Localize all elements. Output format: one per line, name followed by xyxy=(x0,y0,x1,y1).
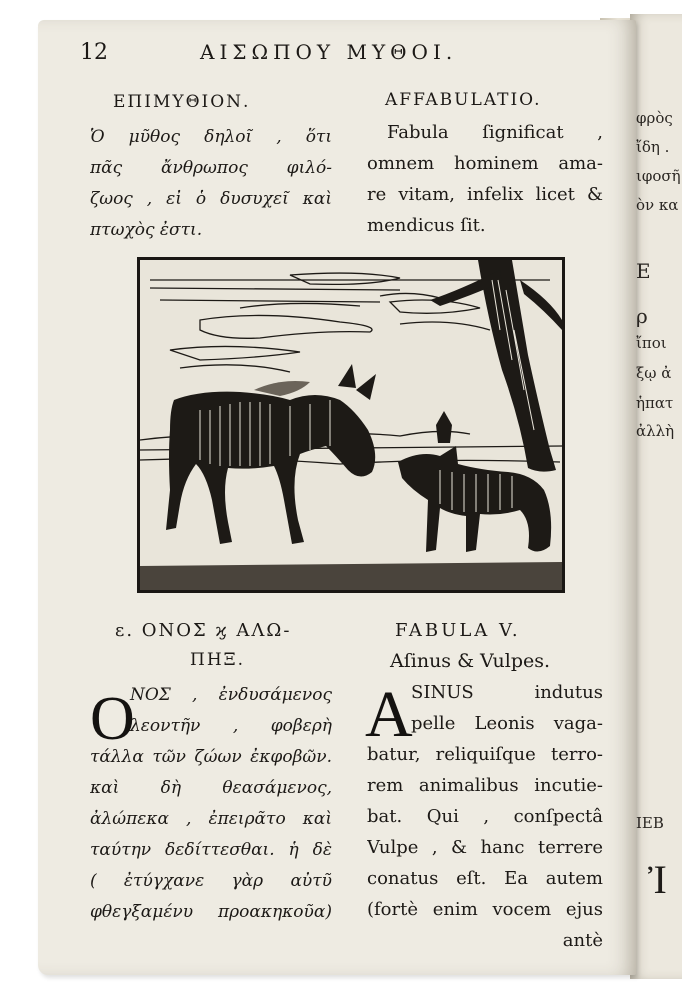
moral-greek-heading: ΕΠΙΜΥΘΙΟΝ. xyxy=(113,92,251,112)
text-line: ἀλώπεκα , ἐπειρᾶτο καὶ xyxy=(90,809,332,829)
woodcut-illustration xyxy=(137,257,565,593)
edge-text: ξῳ ἀ xyxy=(636,364,672,382)
text-line: omnem hominem ama- xyxy=(367,153,603,174)
woodcut-donkey-and-fox-icon xyxy=(140,260,562,590)
text-line: λεοντῆν , φοβερὴ xyxy=(130,716,332,736)
text-line: Vulpe , & hanc terrere xyxy=(367,837,603,858)
text-line: bat. Qui , conſpectâ xyxy=(367,806,603,827)
edge-text: ἀλλὴ xyxy=(636,422,675,440)
edge-text: φρὸς xyxy=(636,109,673,127)
edge-text: ιφοσῆ xyxy=(636,167,681,185)
fable-latin-label: FABULA V. xyxy=(395,620,521,641)
latin-drop-initial: A xyxy=(365,678,413,751)
text-line: πᾶς ἄνθρωπος φιλό- xyxy=(90,158,332,178)
fable-greek-title-continued: ΠΗΞ. xyxy=(190,650,246,670)
text-line: τάλλα τῶν ζώων ἐκφοβῶν. xyxy=(90,747,332,767)
text-line: re vitam, infelix licet & xyxy=(367,184,603,205)
moral-latin-text xyxy=(367,117,603,241)
edge-text: ρ xyxy=(636,304,648,328)
fable-latin-text xyxy=(367,677,603,956)
fable-greek-title: ε. ΟΝΟΣ ϗ ΑΛΩ- xyxy=(115,620,292,641)
text-line: ΝΟΣ , ἐνδυσάμενος xyxy=(130,685,332,705)
edge-initial: Ἰ xyxy=(648,857,667,902)
edge-text: Ε xyxy=(636,259,651,283)
edge-text: ὸν κα xyxy=(636,196,679,214)
text-line: ζωος , εἰ ὁ δυσυχεῖ καὶ xyxy=(90,189,332,209)
text-line: Fabula ſignificat , xyxy=(387,122,603,143)
text-line: (fortè enim vocem ejus xyxy=(367,899,603,920)
edge-text: ἴποι xyxy=(636,334,667,352)
next-page-edge xyxy=(630,14,682,979)
edge-text: ΙΕΒ xyxy=(636,814,664,832)
text-line: conatus eſt. Ea autem xyxy=(367,868,603,889)
text-line: φθεγξαμένυ προακηκοῦα) xyxy=(90,902,332,922)
text-line: SINUS indutus xyxy=(411,682,603,703)
text-line: pelle Leonis vaga- xyxy=(411,713,603,734)
catchword: antè xyxy=(562,930,603,951)
fable-latin-title: Aſinus & Vulpes. xyxy=(390,650,551,672)
text-line: Ὁ μῦθος δηλοῖ , ὅτι xyxy=(90,127,332,147)
fable-greek-text xyxy=(90,680,332,928)
running-head: ΑΙΣΩΠΟΥ ΜΥΘΟΙ. xyxy=(200,40,458,64)
text-line: mendicus ſit. xyxy=(367,215,486,236)
text-line: ταύτην δεδίττεσθαι. ἡ δὲ xyxy=(90,840,332,860)
page-number: 12 xyxy=(80,40,108,65)
text-line: batur, reliquiſque terro- xyxy=(367,744,603,765)
edge-text: ἡπατ xyxy=(636,394,674,412)
edge-text: ἴδη . xyxy=(636,138,670,156)
text-line: rem animalibus incutie- xyxy=(367,775,603,796)
moral-latin-heading: AFFABULATIO. xyxy=(385,90,542,110)
text-line: πτωχὸς ἐστι. xyxy=(90,220,203,240)
greek-drop-initial: O xyxy=(90,685,135,753)
moral-greek-text xyxy=(90,122,332,246)
text-line: καὶ δὴ θεασάμενος, xyxy=(90,778,332,798)
text-line: ( ἐτύγχανε γὰρ αὐτῦ xyxy=(90,871,332,891)
